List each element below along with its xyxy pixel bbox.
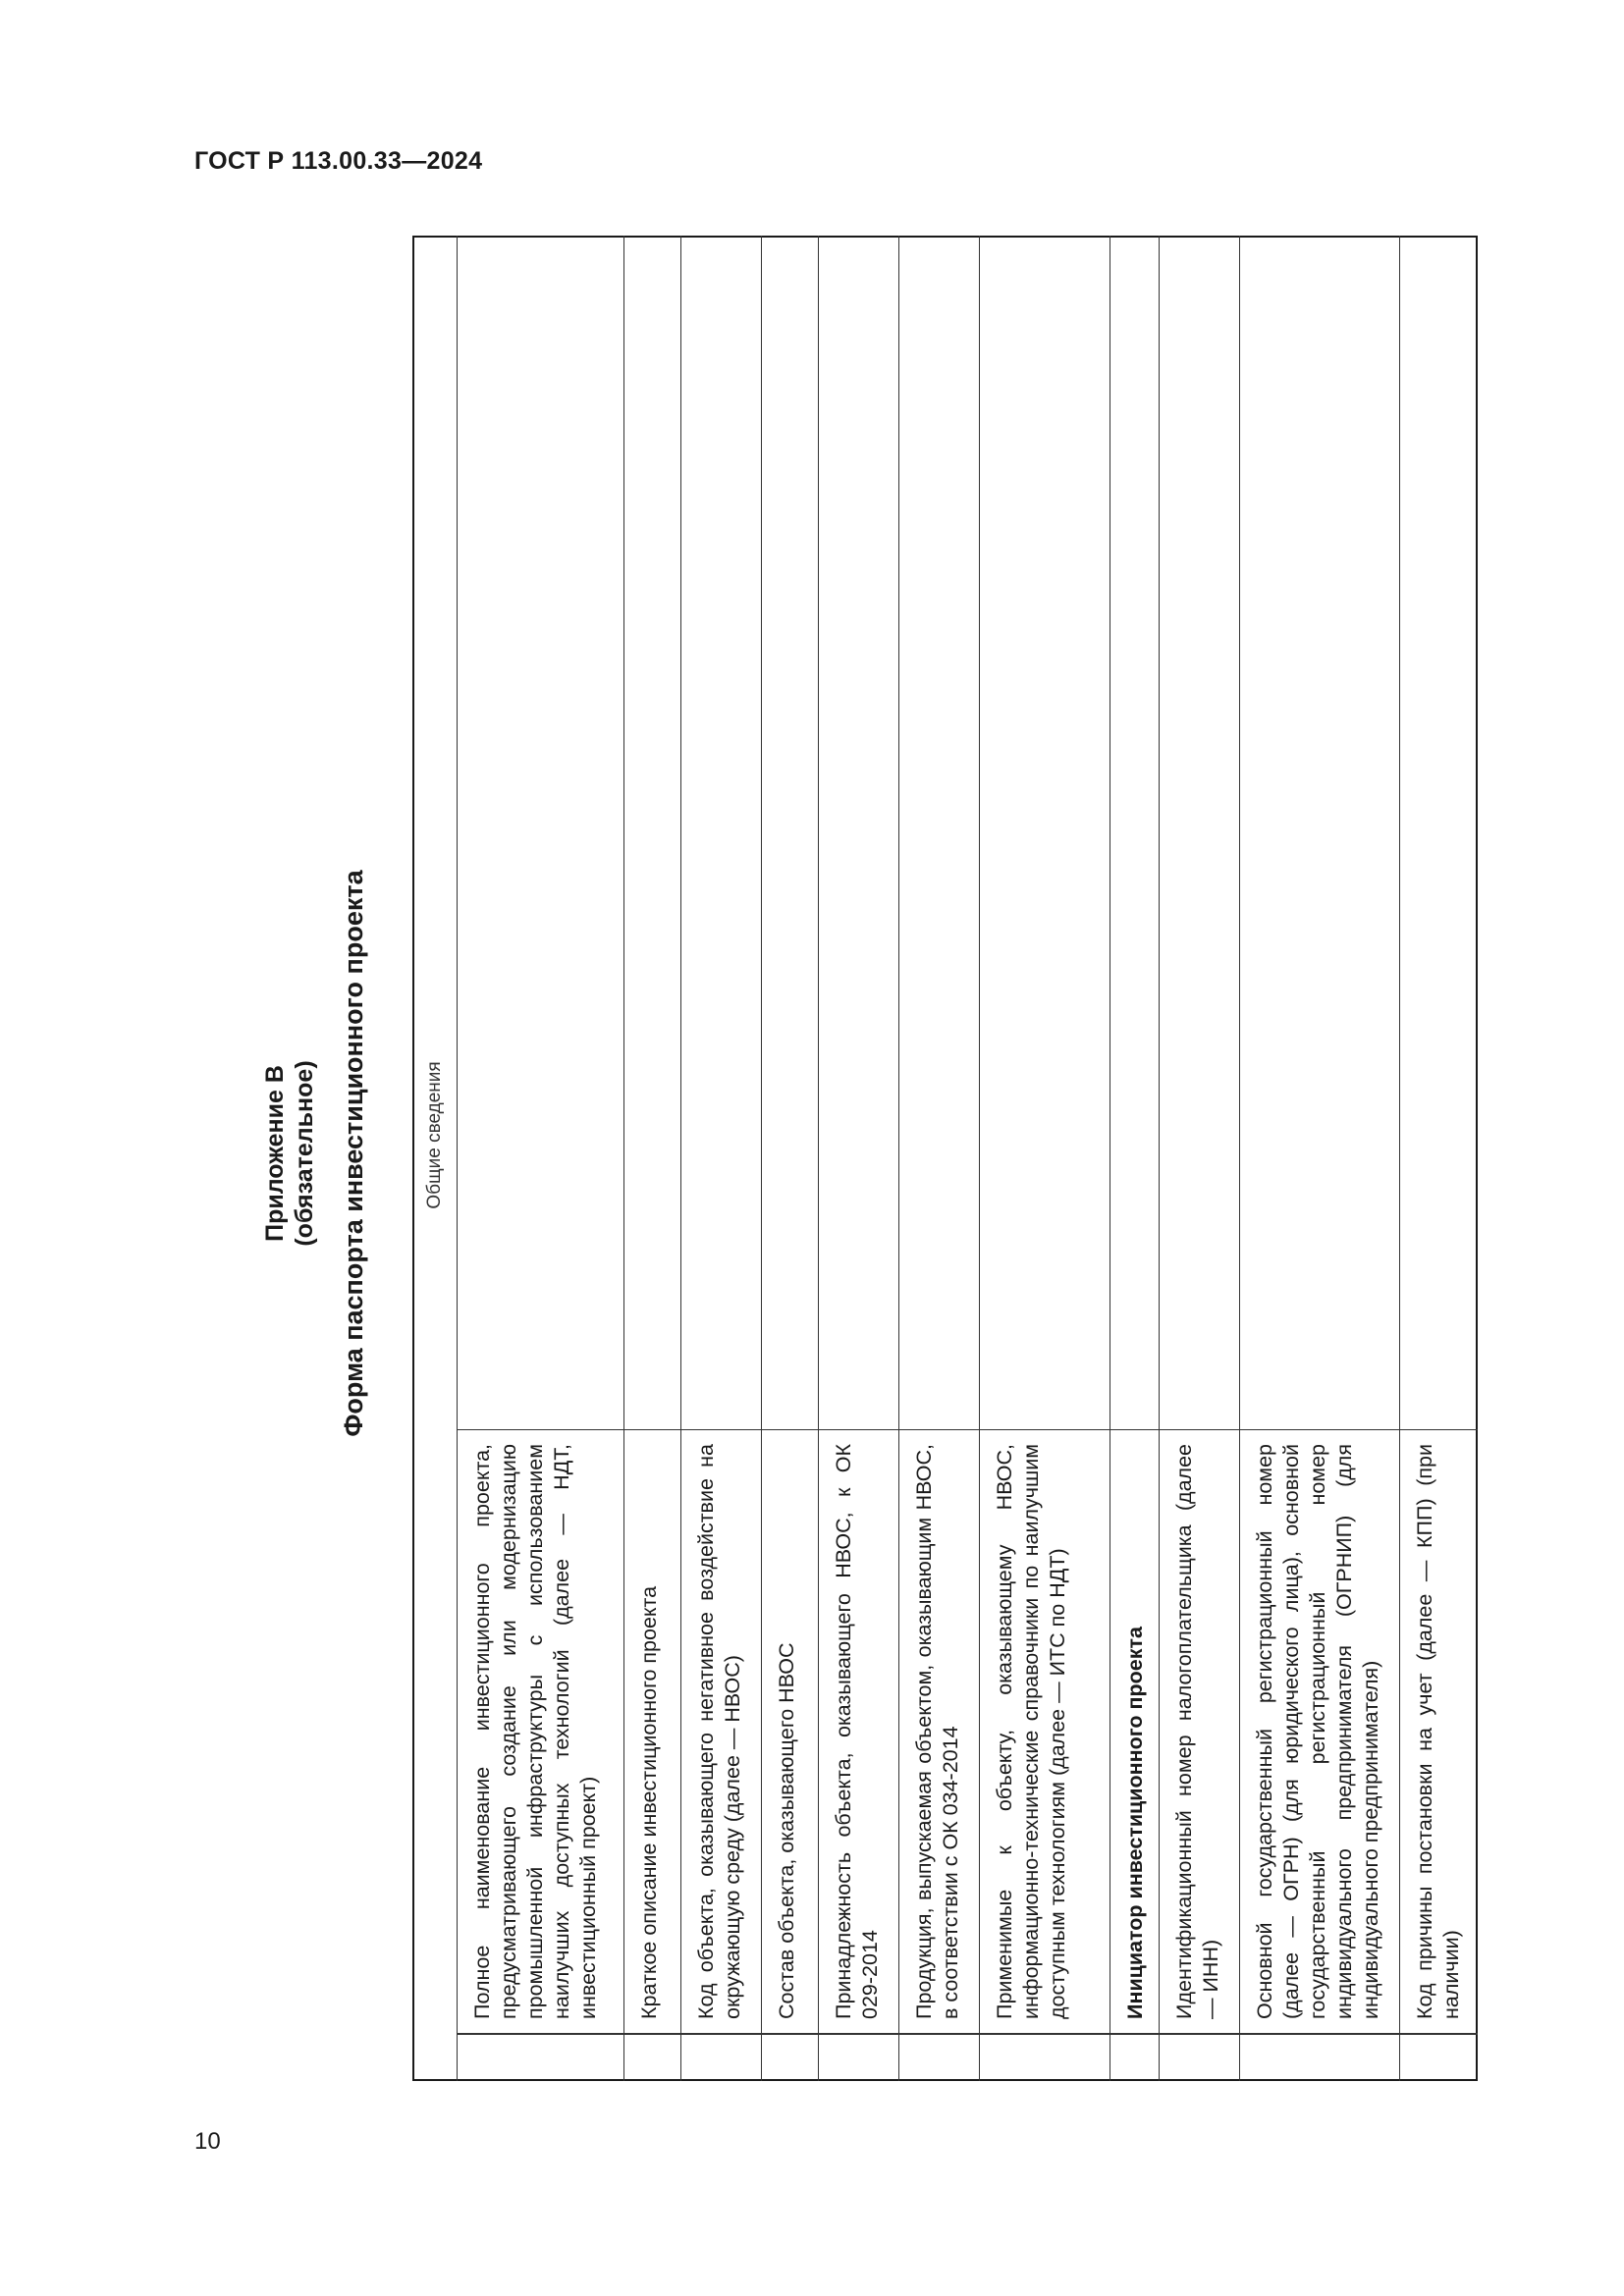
row-label: Идентификационный номер налогоплательщика (далее — ИНН) [1160, 1430, 1239, 2035]
row-value [1400, 236, 1478, 1430]
row-value [681, 236, 761, 1430]
appendix-heading [260, 221, 319, 2086]
table-row [1159, 236, 1239, 2081]
table-row [1399, 236, 1478, 2081]
row-label: Продукция, выпускаемая объектом, оказывающим НВОС, в соответствии с ОК 034-2014 [899, 1430, 979, 2035]
row-value [762, 236, 818, 1430]
table-row [1239, 236, 1399, 2081]
table-row [457, 236, 623, 2081]
table-section-row [1110, 236, 1159, 2081]
row-label: Применимые к объекту, оказывающему НВОС, информационно-технические справочники по наилучшим доступным технологиям (далее — ИТС по НДТ) [980, 1430, 1110, 2035]
document-header: ГОСТ Р 113.00.33—2024 [194, 147, 483, 175]
row-label: Код объекта, оказывающего негативное воздействие на окружающую среду (далее — НВОС) [681, 1430, 761, 2035]
row-label: Основной государственный регистрационный номер (далее — ОГРН) (для юридического лица), основной государственный регистрационный номер индивидуального предпринимателя (ОГРНИП) (для индивидуального предпринимателя) [1240, 1430, 1399, 2035]
row-label: Полное наименование инвестиционного проекта, предусматривающего создание или модернизацию промышленной инфраструктуры с использованием наилучших доступных технологий (далее — НДТ, инвестиционный проект) [458, 1430, 623, 2035]
passport-table [412, 236, 1478, 2081]
appendix-status: (обязательное) [291, 1060, 318, 1247]
row-value [980, 236, 1110, 1430]
table-header-cell: Общие сведения [424, 1061, 445, 1209]
row-value [899, 236, 979, 1430]
table-header-row [412, 236, 457, 2081]
page-number: 10 [194, 2128, 221, 2155]
form-title: Форма паспорта инвестиционного проекта [339, 870, 368, 1437]
table-row [623, 236, 680, 2081]
appendix-title: Приложение В [261, 1065, 289, 1242]
row-label: Состав объекта, оказывающего НВОС [762, 1430, 818, 2035]
row-value [458, 236, 623, 1430]
row-value [624, 236, 680, 1430]
table-row [898, 236, 979, 2081]
table-row [979, 236, 1110, 2081]
row-value [1240, 236, 1399, 1430]
row-value [1160, 236, 1239, 1430]
row-label: Код причины постановки на учет (далее — КПП) (при наличии) [1400, 1430, 1478, 2035]
section-label: Инициатор инвестиционного проекта [1110, 1430, 1159, 2035]
row-value [819, 236, 898, 1430]
table-row [761, 236, 818, 2081]
rotated-content [260, 221, 1463, 2086]
table-header-spacer [412, 2037, 457, 2081]
row-value [1110, 236, 1159, 1430]
table-row [818, 236, 898, 2081]
table-row [680, 236, 761, 2081]
row-label: Принадлежность объекта, оказывающего НВОС, к ОК 029-2014 [819, 1430, 898, 2035]
row-label: Краткое описание инвестиционного проекта [624, 1430, 680, 2035]
